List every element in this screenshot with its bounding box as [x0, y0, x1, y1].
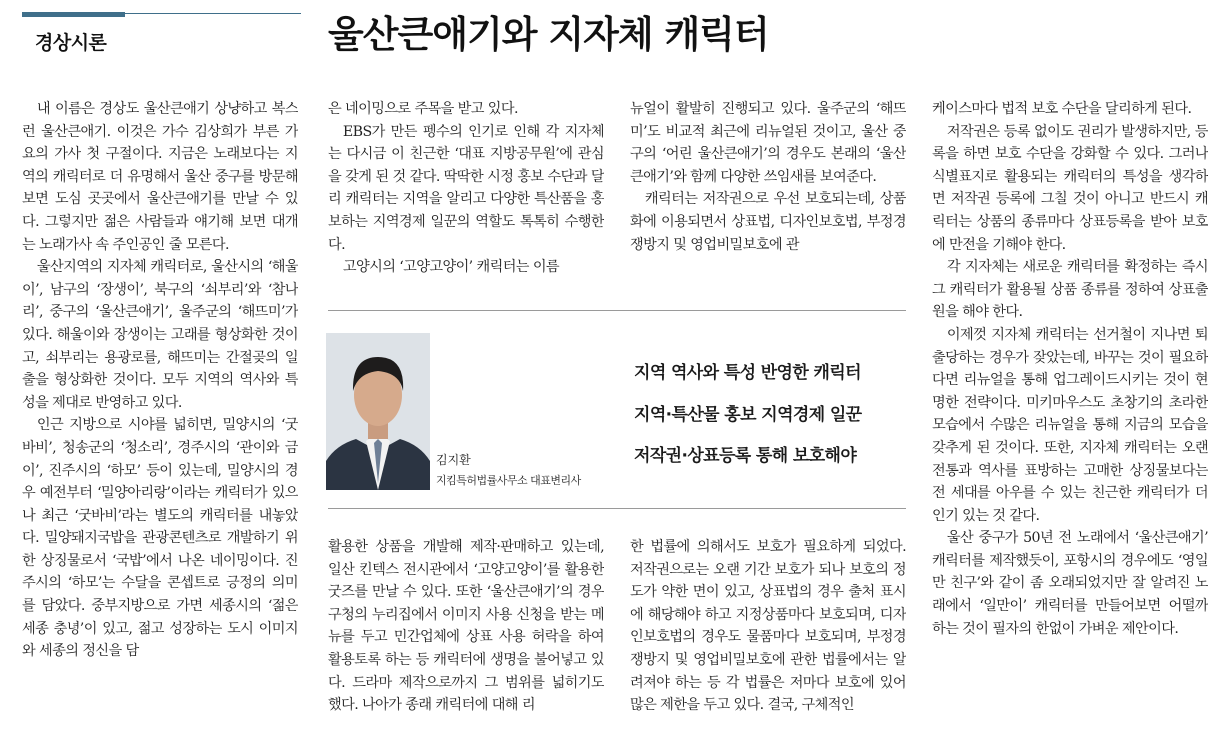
paragraph: 캐릭터는 저작권으로 우선 보호되는데, 상품화에 이용되면서 상표법, 디자인보호법, 부정경쟁방지 및 영업비밀보호에 관 — [630, 191, 906, 253]
article-column-1 — [22, 98, 298, 753]
pull-quote-2: 지역·특산물 홍보 지역경제 일꾼 — [634, 405, 862, 425]
article-column-2-bottom — [328, 536, 604, 753]
author-name: 김지환 — [436, 453, 471, 467]
author-title: 지킴특허법률사무소 대표변리사 — [436, 474, 581, 487]
portrait-illustration — [326, 333, 430, 490]
article-column-3-bottom — [630, 536, 906, 753]
divider-top — [328, 310, 906, 311]
paragraph: 울산 중구가 50년 전 노래에서 ‘울산큰애기’ 캐릭터를 제작했듯이, 포항시의 경우에도 ‘영일만 친구’와 같이 좀 오래되었지만 잘 알려진 노래에서 ‘일만이’ 캐릭터를 만들어보면 어떨까 하는 것이 필자의 한없이 가벼운 제안이다. — [932, 530, 1208, 637]
paragraph: 각 지자체는 새로운 캐릭터를 확정하는 즉시 그 캐릭터가 활용될 상품 종류를 정하여 상표출원을 해야 한다. — [932, 259, 1208, 321]
paragraph: 한 법률에 의해서도 보호가 필요하게 되었다. 저작권으로는 오랜 기간 보호가 되나 보호의 정도가 약한 면이 있고, 상표법의 경우 출처 표시에 해당해야 하고 지정상품마다 보호되며, 디자인보호법의 경우도 물품마다 보호되며, 부정경쟁방지 및 영업비밀보호에 관한 법률에서는 알려져야 하는 등 각 법률은 저마다 보호에 있어 많은 제한을 두고 있다. 결국, 구체적인 — [630, 539, 906, 714]
pull-quote-1: 지역 역사와 특성 반영한 캐릭터 — [634, 363, 861, 383]
pull-quote-3: 저작권·상표등록 통해 보호해야 — [634, 446, 857, 466]
paragraph: 인근 지방으로 시야를 넓히면, 밀양시의 ‘굿바비’, 청송군의 ‘청소리’, 경주시의 ‘관이와 금이’, 진주시의 ‘하모’ 등이 있는데, 밀양시의 경우 예전부터 ‘밀양아리랑’이라는 캐릭터가 있으나 최근 ‘굿바비’라는 별도의 캐릭터를 내놓았다. 밀양돼지국밥을 관광콘텐츠로 개발하기 위한 상징물로서 ‘국밥’에서 나온 네이밍이다. 진주시의 ‘하모’는 수달을 콘셉트로 긍정의 의미를 담았다. 중부지방으로 가면 세종시의 ‘젊은 세종 충녕’이 있고, 젊고 성장하는 도시 이미지와 세종의 정신을 담 — [22, 417, 298, 660]
paragraph: 뉴얼이 활발히 진행되고 있다. 울주군의 ‘해뜨미’도 비교적 최근에 리뉴얼된 것이고, 울산 중구의 ‘어린 울산큰애기’의 경우도 본래의 ‘울산큰애기’와 함께 다양한 쓰임새를 보여준다. — [630, 101, 906, 185]
article-column-2-top — [328, 98, 604, 290]
paragraph: 저작권은 등록 없이도 권리가 발생하지만, 등록을 하면 보호 수단을 강화할 수 있다. 그러나 식별표지로 활용되는 캐릭터의 특성을 생각하면 저작권 등록에 그칠 것이 아니고 반드시 캐릭터는 상품의 종류마다 상표등록을 받아 보호에 만전을 기해야 한다. — [932, 123, 1208, 253]
paragraph: 활용한 상품을 개발해 제작·판매하고 있는데, 일산 킨텍스 전시관에서 ‘고양고양이’를 활용한 굿즈를 만날 수 있다. 또한 ‘울산큰애기’의 경우 구청의 누리집에서 이미지 사용 신청을 받는 메뉴를 두고 민간업체에 상표 사용 허락을 하여 활용토록 하는 등 캐릭터에 생명을 불어넣고 있다. 드라마 제작으로까지 그 범위를 넓히기도 했다. 나아가 종래 캐릭터에 대해 리 — [328, 539, 604, 714]
section-bar — [22, 12, 125, 17]
section-line — [125, 13, 301, 14]
article-column-4 — [932, 98, 1208, 753]
paragraph: 케이스마다 법적 보호 수단을 달리하게 된다. — [932, 101, 1192, 117]
paragraph: 은 네이밍으로 주목을 받고 있다. — [328, 101, 518, 117]
paragraph: 이제껏 지자체 캐릭터는 선거철이 지나면 퇴출당하는 경우가 잦았는데, 바꾸는 것이 필요하다면 리뉴얼을 통해 업그레이드시키는 것이 현명한 전략이다. 미키마우스도 초창기의 초라한 모습에서 수많은 리뉴얼을 통해 지금의 모습을 갖추게 된 것이다. 또한, 지자체 캐릭터는 오랜 전통과 역사를 표방하는 고매한 상징물보다는 전 세대를 아우를 수 있는 친근한 캐릭터가 더 인기 있는 것 같다. — [932, 326, 1208, 524]
headline: 울산큰애기와 지자체 캐릭터 — [328, 13, 769, 56]
paragraph: 울산지역의 지자체 캐릭터로, 울산시의 ‘해울이’, 남구의 ‘장생이’, 북구의 ‘쇠부리’와 ‘참나리’, 중구의 ‘울산큰애기’, 울주군의 ‘해뜨미’가 있다. 해울이와 장생이는 고래를 형상화한 것이고, 쇠부리는 용광로를, 해뜨미는 간절곶의 일출을 형상화한 것이다. 모두 지역의 역사와 특성을 제대로 반영하고 있다. — [22, 259, 298, 411]
divider-bottom — [328, 508, 906, 509]
paragraph: EBS가 만든 펭수의 인기로 인해 각 지자체는 다시금 이 친근한 ‘대표 지방공무원’에 관심을 갖게 된 것 같다. 딱딱한 시정 홍보 수단과 달리 캐릭터는 지역을 알리고 다양한 특산품을 홍보하는 지역경제 일꾼의 역할도 톡톡히 수행한다. — [328, 123, 604, 253]
section-label: 경상시론 — [35, 32, 107, 54]
author-photo — [326, 333, 430, 490]
paragraph: 고양시의 ‘고양고양이’ 캐릭터는 이름 — [342, 259, 560, 276]
paragraph: 내 이름은 경상도 울산큰애기 상냥하고 복스런 울산큰애기. 이것은 가수 김상희가 부른 가요의 가사 첫 구절이다. 지금은 노래보다는 지역의 캐릭터로 더 유명해서 울산 중구를 방문해 보면 도심 곳곳에서 울산큰애기를 만날 수 있다. 그렇지만 젊은 사람들과 얘기해 보면 대개는 노래가사 속 주인공인 줄 모른다. — [22, 101, 298, 253]
article-column-3-top — [630, 98, 906, 290]
